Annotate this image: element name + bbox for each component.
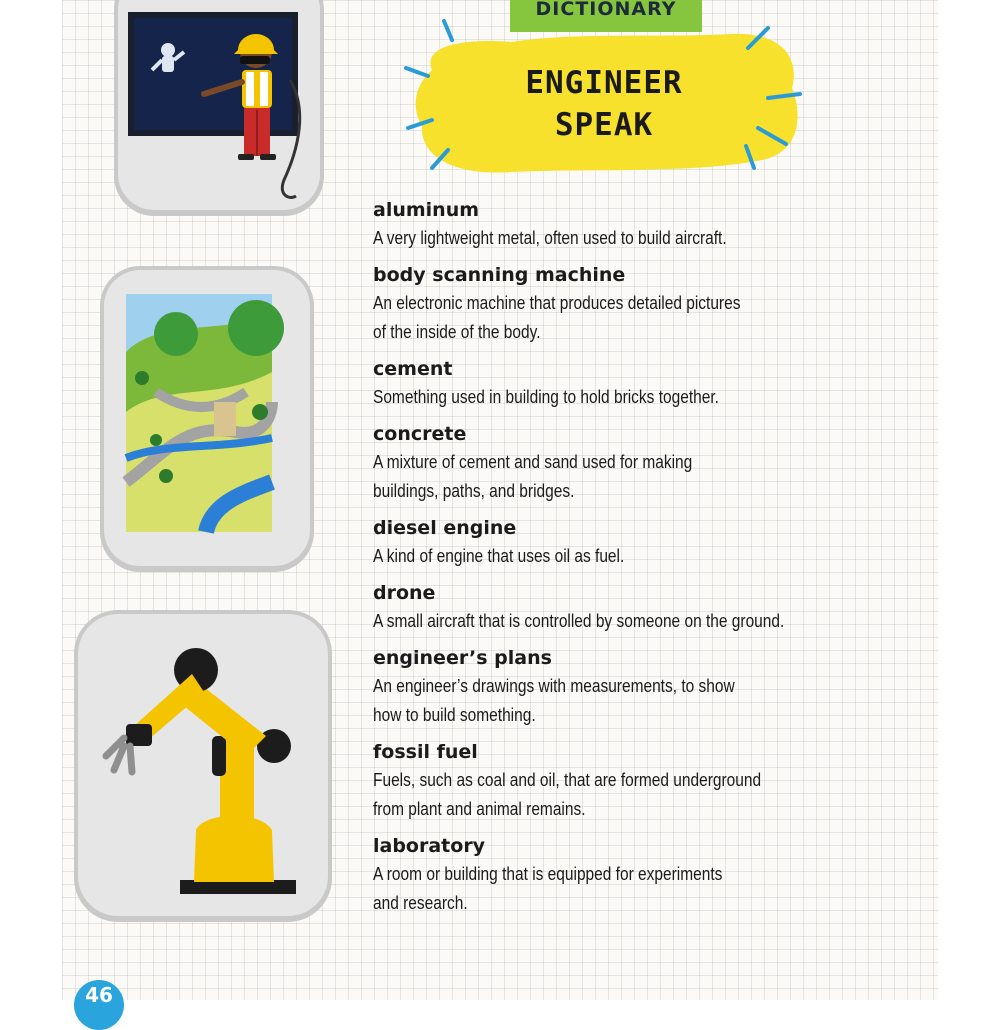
definition-line: A room or building that is equipped for experiments (373, 864, 723, 884)
definition-line: A mixture of cement and sand used for making (373, 452, 693, 472)
entry-definition (373, 383, 855, 412)
definition-line: A kind of engine that uses oil as fuel. (373, 546, 625, 566)
entry-term: concrete (373, 423, 467, 445)
entry-term: drone (373, 582, 436, 604)
definition-line: and research. (373, 893, 468, 913)
definition-line: An engineer’s drawings with measurements, to show (373, 676, 735, 696)
definition-line: Fuels, such as coal and oil, that are formed underground (373, 770, 762, 790)
dictionary-entry (373, 644, 933, 730)
definition-line: A very lightweight metal, often used to build aircraft. (373, 228, 727, 248)
entry-definition (373, 766, 855, 824)
definition-line: buildings, paths, and bridges. (373, 481, 575, 501)
entry-definition (373, 448, 855, 506)
definition-line: how to build something. (373, 705, 536, 725)
dictionary-entry (373, 420, 933, 506)
entry-definition (373, 607, 855, 636)
entry-term: laboratory (373, 835, 486, 857)
definition-line: Something used in building to hold bricks together. (373, 387, 719, 407)
dictionary-entry (373, 261, 933, 347)
astronaut-screen-engineer-icon (108, 0, 330, 222)
dictionary-entry (373, 738, 933, 824)
entry-definition (373, 224, 855, 253)
dictionary-entries (373, 196, 933, 926)
robot-arm-icon (70, 606, 336, 926)
entry-term: aluminum (373, 199, 480, 221)
entry-term: body scanning machine (373, 264, 626, 286)
dictionary-entry (373, 579, 933, 636)
definition-line: A small aircraft that is controlled by someone on the ground. (373, 611, 785, 631)
entry-term: diesel engine (373, 517, 517, 539)
title-line-1: ENGINEER (525, 65, 683, 101)
title-line-2: SPEAK (554, 107, 654, 143)
dictionary-entry (373, 514, 933, 571)
dictionary-entry (373, 196, 933, 253)
entry-definition (373, 860, 855, 918)
dictionary-entry (373, 832, 933, 918)
dictionary-entry (373, 355, 933, 412)
page-number: 46 (74, 980, 124, 1030)
page-title (402, 62, 806, 146)
entry-definition (373, 542, 855, 571)
entry-definition (373, 289, 855, 347)
definition-line: of the inside of the body. (373, 322, 541, 342)
entry-term: fossil fuel (373, 741, 478, 763)
entry-term: cement (373, 358, 453, 380)
entry-term: engineer’s plans (373, 647, 552, 669)
definition-line: from plant and animal remains. (373, 799, 586, 819)
definition-line: An electronic machine that produces detailed pictures (373, 293, 741, 313)
entry-definition (373, 672, 855, 730)
town-map-icon (96, 262, 318, 576)
section-tag: DICTIONARY (510, 0, 702, 32)
